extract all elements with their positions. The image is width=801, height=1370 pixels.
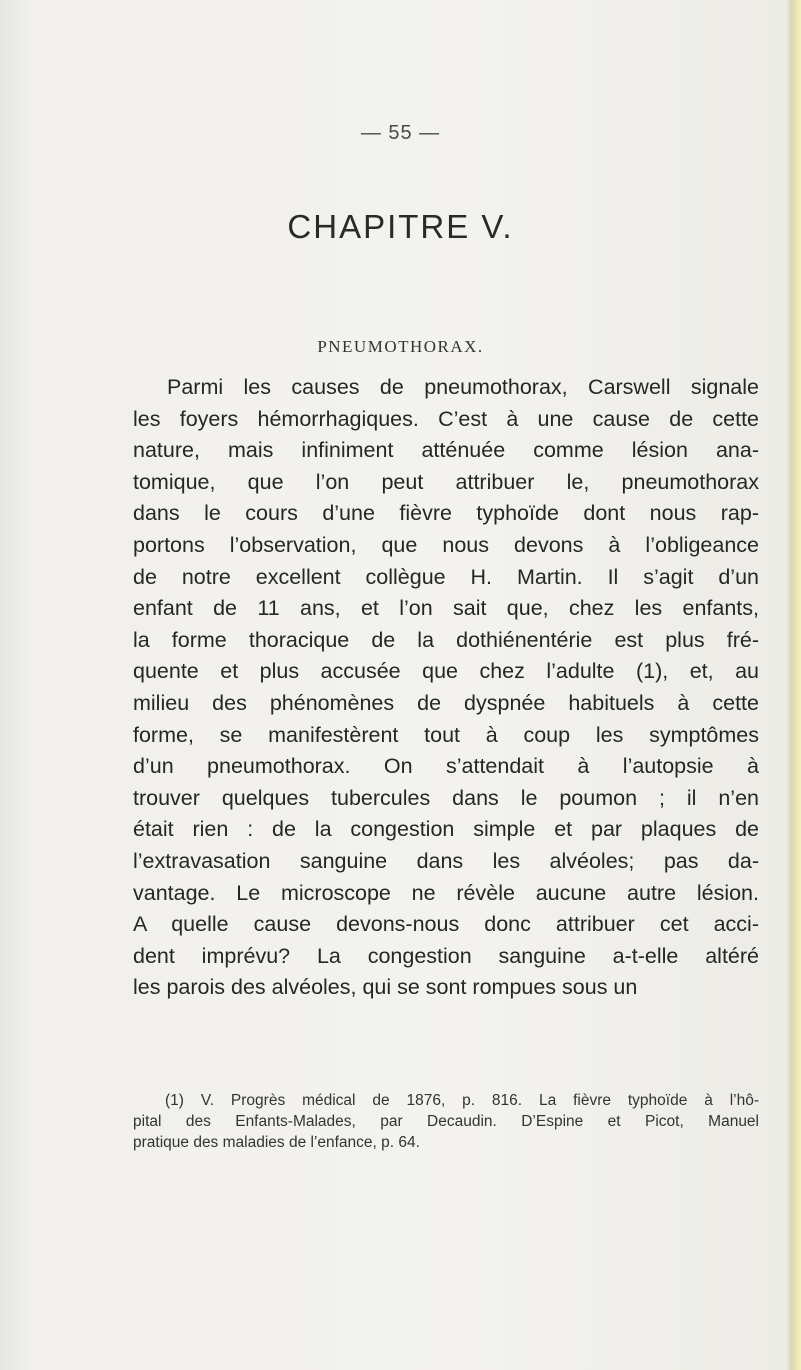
text-line: A quelle cause devons-nous donc attribuer cet acci-: [133, 912, 759, 937]
text-line: portons l’observation, que nous devons à l’obligeance: [133, 532, 759, 557]
text-line: quente et plus accusée que chez l’adulte (1), et, au: [133, 659, 759, 684]
text-line: milieu des phénomènes de dyspnée habituels à cette: [133, 690, 759, 715]
text-line: de notre excellent collègue H. Martin. Il s’agit d’un: [133, 564, 759, 589]
text-line: Parmi les causes de pneumothorax, Carswell signale: [167, 375, 759, 399]
footnote-line: pratique des maladies de l’enfance, p. 64.: [133, 1134, 420, 1151]
section-title: PNEUMOTHORAX.: [317, 337, 484, 356]
text-line: l’extravasation sanguine dans les alvéoles; pas da-: [133, 848, 759, 873]
text-line: forme, se manifestèrent tout à coup les symptômes: [133, 722, 759, 747]
text-line: dent imprévu? La congestion sanguine a-t-elle altéré: [133, 943, 759, 968]
text-line: nature, mais infiniment atténuée comme lésion ana-: [133, 438, 759, 463]
chapter-title: CHAPITRE V.: [287, 208, 514, 245]
text-line: était rien : de la congestion simple et par plaques de: [133, 817, 759, 842]
footnote-line: pital des Enfants-Malades, par Decaudin. D’Espine et Picot, Manuel: [133, 1113, 759, 1130]
page-number: — 55 —: [360, 122, 441, 144]
footnote-line: (1) V. Progrès médical de 1876, p. 816. La fièvre typhoïde à l’hô-: [165, 1092, 759, 1109]
text-line: dans le cours d’une fièvre typhoïde dont nous rap-: [133, 501, 759, 526]
text-line: enfant de 11 ans, et l’on sait que, chez les enfants,: [133, 596, 759, 621]
text-line: d’un pneumothorax. On s’attendait à l’autopsie à: [133, 754, 759, 779]
text-line: tomique, que l’on peut attribuer le, pneumothorax: [133, 469, 759, 494]
footnote: [133, 1090, 759, 1153]
text-line: vantage. Le microscope ne révèle aucune autre lésion.: [133, 880, 759, 905]
text-line: la forme thoracique de la dothiénentérie est plus fré-: [133, 627, 759, 652]
text-line: les parois des alvéoles, qui se sont rompues sous un: [133, 975, 638, 1000]
text-line: trouver quelques tubercules dans le poumon ; il n’en: [133, 785, 759, 810]
body-paragraph: [133, 372, 759, 1004]
page-edge: [785, 0, 801, 1370]
text-line: les foyers hémorrhagiques. C’est à une cause de cette: [133, 406, 759, 431]
